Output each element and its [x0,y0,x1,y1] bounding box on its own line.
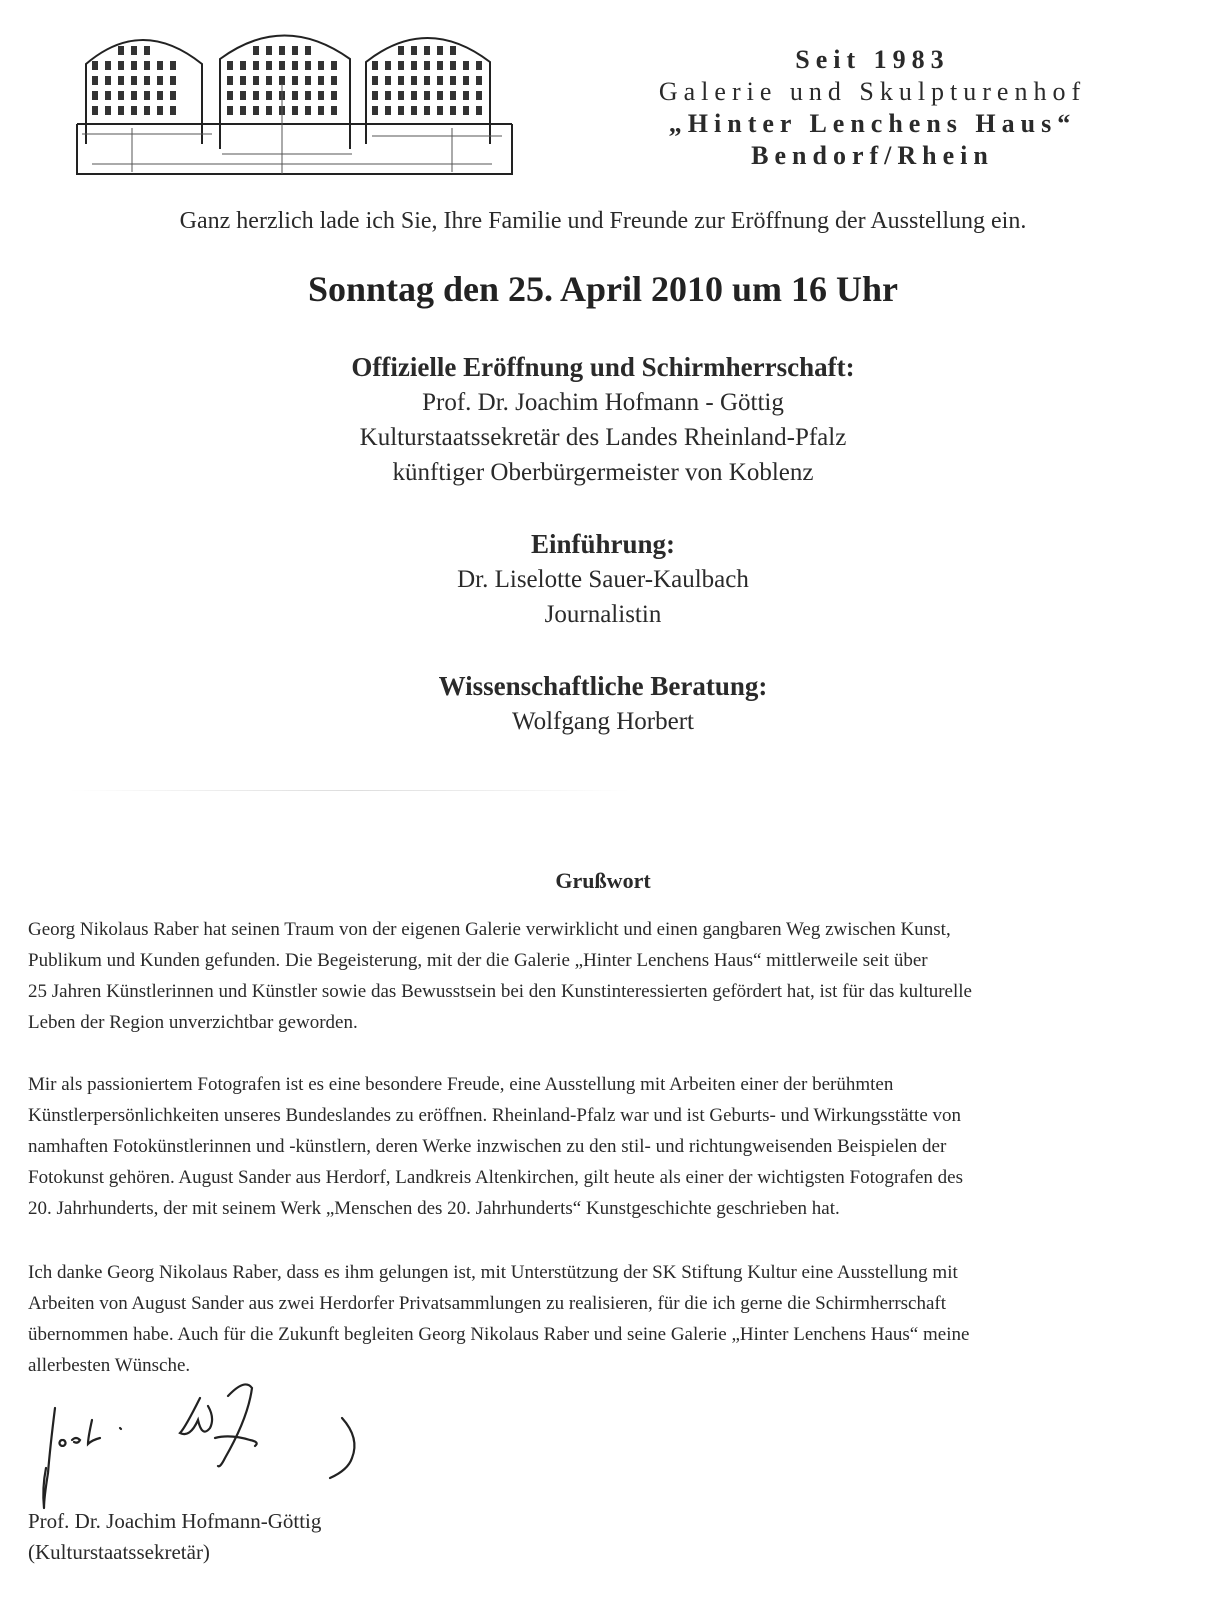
window-pane [170,106,176,115]
window-pane [424,46,430,55]
section-line: Kulturstaatssekretär des Landes Rheinland-Pfalz [359,424,847,451]
window-pane [463,106,469,115]
window-pane [318,106,324,115]
section-line: Dr. Liselotte Sauer-Kaulbach [457,566,749,593]
paragraph-line: Publikum und Kunden gefunden. Die Begeisterung, mit der die Galerie „Hinter Lenchens Haus“ mittlerweile seit über [28,950,928,971]
window-pane [318,76,324,85]
section-scientific-advice [0,669,1206,739]
window-pane [424,76,430,85]
window-pane [437,76,443,85]
window-pane [424,91,430,100]
window-pane [144,61,150,70]
window-pane [437,91,443,100]
window-pane [292,61,298,70]
window-pane [279,61,285,70]
window-pane [450,91,456,100]
window-pane [92,61,98,70]
window-pane [411,91,417,100]
window-pane [331,106,337,115]
window-pane [305,61,311,70]
window-pane [157,106,163,115]
window-pane [476,106,482,115]
window-pane [450,46,456,55]
window-pane [292,106,298,115]
paragraph-line: Mir als passioniertem Fotografen ist es eine besondere Freude, eine Ausstellung mit Arbeiten einer der berühmten [28,1074,894,1095]
window-pane [131,76,137,85]
window-pane [118,46,124,55]
window-pane [157,76,163,85]
window-pane [105,76,111,85]
window-pane [385,91,391,100]
window-pane [331,61,337,70]
window-pane [227,91,233,100]
signatory-title: (Kulturstaatssekretär) [28,1540,210,1564]
window-pane [118,61,124,70]
window-pane [144,46,150,55]
window-pane [157,91,163,100]
window-pane [266,76,272,85]
window-pane [305,106,311,115]
paragraph [28,914,1178,1038]
window-pane [463,61,469,70]
window-pane [253,76,259,85]
window-pane [398,106,404,115]
window-pane [92,76,98,85]
window-pane [424,106,430,115]
window-pane [170,91,176,100]
section-line: Wolfgang Horbert [512,708,694,735]
window-pane [305,91,311,100]
window-pane [266,106,272,115]
handwritten-signature [30,1378,370,1513]
window-pane [144,106,150,115]
window-pane [240,106,246,115]
window-pane [292,76,298,85]
window-pane [450,76,456,85]
window-pane [463,91,469,100]
divider [70,790,630,791]
window-pane [292,46,298,55]
window-pane [227,61,233,70]
window-pane [118,76,124,85]
window-pane [227,76,233,85]
window-pane [411,61,417,70]
window-pane [372,106,378,115]
window-pane [398,91,404,100]
paragraph-line: allerbesten Wünsche. [28,1355,191,1376]
window-pane [398,76,404,85]
grusswort-title: Grußwort [555,868,651,893]
window-pane [144,76,150,85]
window-pane [92,106,98,115]
section-heading: Einführung: [530,529,676,559]
paragraph-line: Ich danke Georg Nikolaus Raber, dass es ihm gelungen ist, mit Unterstützung der SK Stiftung Kultur eine Ausstellung mit [28,1262,958,1283]
paragraph-line: Georg Nikolaus Raber hat seinen Traum von der eigenen Galerie verwirklicht und einen gangbaren Weg zwischen Kunst, [28,919,951,940]
window-pane [170,76,176,85]
window-pane [240,61,246,70]
window-pane [450,61,456,70]
window-pane [118,106,124,115]
window-pane [240,91,246,100]
window-pane [476,91,482,100]
window-pane [292,91,298,100]
gallery-header [600,44,1145,172]
window-pane [279,46,285,55]
section-opening [0,350,1206,490]
window-pane [372,91,378,100]
paragraph-line: Künstlerpersönlichkeiten unseres Bundeslandes zu eröffnen. Rheinland-Pfalz war und ist Geburts- und Wirkungsstätte von [28,1105,962,1126]
window-pane [411,76,417,85]
window-pane [253,61,259,70]
window-pane [131,46,137,55]
paragraph [28,1069,1178,1224]
window-pane [305,46,311,55]
window-pane [105,91,111,100]
section-line: Prof. Dr. Joachim Hofmann - Göttig [422,389,784,416]
paragraph-line: Arbeiten von August Sander aus zwei Herdorfer Privatsammlungen zu realisieren, für die ich gerne die Schirmherrschaft [28,1293,947,1314]
window-pane [424,61,430,70]
window-pane [118,91,124,100]
signatory-name: Prof. Dr. Joachim Hofmann-Göttig [28,1509,322,1533]
paragraph-line: 20. Jahrhunderts, der mit seinem Werk „Menschen des 20. Jahrhunderts“ Kunstgeschichte geschrieben hat. [28,1198,840,1219]
window-pane [463,76,469,85]
gallery-location: Bendorf/Rhein [751,141,994,170]
window-pane [305,76,311,85]
paragraph-line: übernommen habe. Auch für die Zukunft begleiten Georg Nikolaus Raber und seine Galerie „Hinter Lenchens Haus“ meine [28,1324,970,1345]
window-pane [318,91,324,100]
section-introduction [0,527,1206,632]
signatory-block [28,1506,321,1568]
window-pane [411,46,417,55]
window-pane [266,46,272,55]
window-pane [398,46,404,55]
window-pane [253,106,259,115]
paragraph-line: Fotokunst gehören. August Sander aus Herdorf, Landkreis Altenkirchen, gilt heute als einer der wichtigsten Fotografen des [28,1167,963,1188]
window-pane [318,61,324,70]
section-heading: Wissenschaftliche Beratung: [438,671,768,701]
window-pane [450,106,456,115]
window-pane [105,61,111,70]
window-pane [144,91,150,100]
window-pane [105,106,111,115]
paragraph-line: Leben der Region unverzichtbar geworden. [28,1012,358,1033]
window-pane [385,61,391,70]
gallery-logo-drawing [72,24,514,178]
paragraph-line: 25 Jahren Künstlerinnen und Künstler sowie das Bewusstsein bei den Kunstinteressierten gefördert hat, ist für das kulturelle [28,981,972,1002]
paragraph [28,1257,1178,1381]
window-pane [331,76,337,85]
window-pane [253,91,259,100]
window-pane [131,106,137,115]
window-pane [240,76,246,85]
window-pane [372,76,378,85]
event-date: Sonntag den 25. April 2010 um 16 Uhr [307,269,899,309]
section-line: künftiger Oberbürgermeister von Koblenz [392,459,814,486]
window-pane [385,76,391,85]
since-year: Seit 1983 [795,45,950,74]
window-pane [437,106,443,115]
invitation-text: Ganz herzlich lade ich Sie, Ihre Familie und Freunde zur Eröffnung der Ausstellung ein. [179,208,1027,234]
window-pane [385,106,391,115]
window-pane [411,106,417,115]
section-line: Journalistin [544,601,662,628]
window-pane [157,61,163,70]
window-pane [437,46,443,55]
window-pane [131,91,137,100]
gallery-name: „Hinter Lenchens Haus“ [668,109,1077,138]
window-pane [266,61,272,70]
window-pane [131,61,137,70]
window-pane [279,76,285,85]
section-heading: Offizielle Eröffnung und Schirmherrschaft: [351,352,855,382]
window-pane [266,91,272,100]
window-pane [92,91,98,100]
window-pane [331,91,337,100]
window-pane [437,61,443,70]
window-pane [372,61,378,70]
window-pane [253,46,259,55]
paragraph-line: namhaften Fotokünstlerinnen und -künstlern, deren Werke inzwischen zu den stil- und richtungweisenden Beispielen der [28,1136,947,1157]
window-pane [170,61,176,70]
window-pane [227,106,233,115]
window-pane [398,61,404,70]
window-pane [476,61,482,70]
window-pane [476,76,482,85]
gallery-subtitle: Galerie und Skulpturenhof [658,77,1087,106]
